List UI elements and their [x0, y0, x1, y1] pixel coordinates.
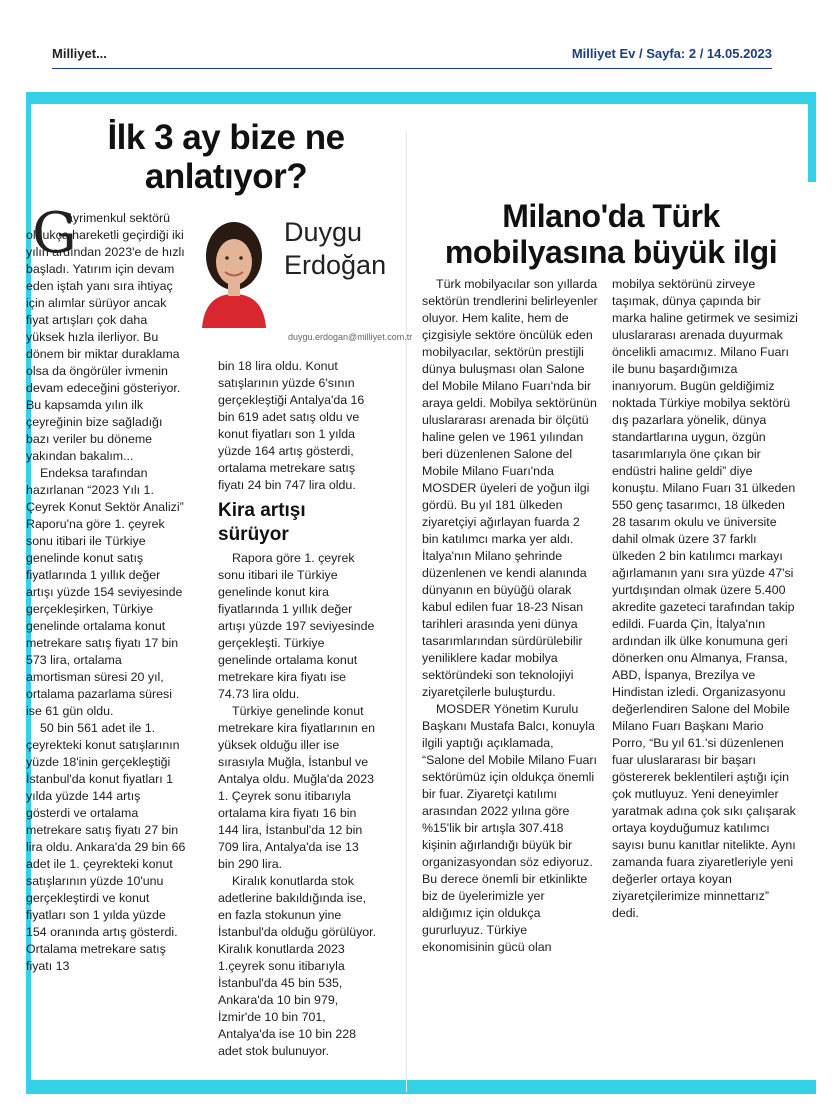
drop-cap: G [32, 201, 77, 266]
article2-paragraph-1: Türk mobilyacılar son yıllarda sektörün trendlerini belirleyenler oluyor. Hem kalite, hem de çizgisiyle sektöre öncülük eden mobilyacılar, sektörün prestijli dünya buluşması olan Salone del Mobile Milano Fuarı'nda bir araya geldi. Mobilya sektörünün uluslararası arenada bir ölçütü haline gelen ve 1961 yılından beri düzenlenen Salone del Mobile Milano Fuarı'nda MOSDER üyeleri de yoğun ilgi gördü. Bu yıl 181 ülkeden ziyaretçiyi ağırlayan fuarda 2 bin katılımcı marka yer aldı. İtalya'nın Milano şehrinde düzenlenen ve kendi alanında dünyanın en büyüğü olarak kabul edilen fuar 18-23 Nisan tarihleri arasında yeni dünya tasarımlarından sürdürülebilir yeniliklere kadar mobilya sektöründeki son teknolojiyi ziyaretçilerle buluşturdu. [422, 277, 598, 699]
article1-paragraph-4: bin 18 lira oldu. Konut satışlarının yüzde 6'sının gerçekleştiği Antalya'da 16 bin 619 adet satış oldu ve konut fiyatları son 1 yılda yüzde 164 artış gösterdi, ortalama metrekare satış fiyatı 24 bin 747 lira oldu. [218, 359, 365, 492]
clipping [26, 92, 816, 1094]
article1-column-2 [218, 358, 378, 1060]
column-divider [406, 132, 407, 1092]
frame-right [808, 92, 816, 182]
article1-headline: İlk 3 ay bize ne anlatıyor? [107, 118, 345, 196]
article2-column-1 [422, 276, 598, 956]
article1-paragraph-2: Endeksa tarafından hazırlanan “2023 Yılı 1. Çeyrek Konut Sektör Analizi” Raporu'na göre 1. çeyrek sonu itibari ile Türkiye genelinde konut satış fiyatlarında 1 yıllık değer artışı yüzde 154 seviyesinde gerçekleşirken, Türkiye genelinde ortalama konut metrekare satış fiyatı 17 bin 573 lira, ortalama amortisman süresi 20 yıl, ortalama pazarlama süresi ise 61 gün oldu. [26, 466, 184, 718]
article1-subhead: Kira artışı sürüyor [218, 500, 306, 545]
article2-paragraph-2: MOSDER Yönetim Kurulu Başkanı Mustafa Balcı, konuyla ilgili yaptığı açıklamada, “Salone del Mobile Milano Fuarı sektörümüz için oldukça önemli bir fuar. Ziyaretçi katılımı arasından 2022 yılına göre %15'lik bir artışla 307.418 kişinin ağırlandığı büyük bir organizasyondan söz ediyoruz. Bu derece önemli bir etkinlikte biz de üyelerimizle yer aldığımız için oldukça gururluyuz. Türkiye ekonomisinin gücü olan [422, 702, 597, 954]
article1-paragraph-5: Rapora göre 1. çeyrek sonu itibari ile Türkiye genelinde konut kira fiyatlarında 1 yıllık değer artışı yüzde 197 seviyesinde gerçekleşti. Türkiye genelinde ortalama konut metrekare kira fiyatı ise 74.73 lira oldu. [218, 551, 375, 701]
article1-paragraph-6: Türkiye genelinde konut metrekare kira fiyatlarının en yüksek olduğu iller ise sırasıyla Muğla, İstanbul ve Antalya oldu. Muğla'da 2023 1. Çeyrek sonu itibarıyla ortalama kira fiyatı 16 bin 144 lira, İstanbul'da 12 bin 709 lira, Antalya'da ise 13 bin 290 lira. [218, 704, 376, 871]
article1-paragraph-3: 50 bin 561 adet ile 1. çeyrekteki konut satışlarının yüzde 18'inin gerçekleştiği İstanbul'da konut fiyatları 1 yılda yüzde 144 artış gösterdi ve ortalama metrekare satış fiyatı 27 bin lira oldu. Ankara'da 29 bin 66 adet ile 1. çeyrekteki konut satışlarının yüzde 10'unu gerçekleştirdi ve konut fiyatları son 1 yılda yüzde 154 oranında artış gösterdi. Ortalama metrekare satış fiyatı 13 [26, 721, 186, 973]
header-rule [52, 68, 772, 69]
article1-paragraph-7: Kiralık konutlarda stok adetlerine bakıldığında ise, en fazla stokunun yine İstanbul'da olduğu görülüyor. Kiralık konutlarda 2023 1.çeyrek sonu itibarıyla İstanbul'da 45 bin 535, Ankara'da 10 bin 979, İzmir'de 10 bin 701, Antalya'da ise 10 bin 228 adet stok bulunuyor. [218, 874, 377, 1058]
author-name: Duygu Erdoğan [284, 217, 387, 280]
frame-bottom [26, 1080, 816, 1094]
article1-paragraph-1: ayrimenkul sektörü oldukça hareketli geçirdiği iki yılın ardından 2023'e de hızlı başladı. Yatırım için devam eden iştah yanı sıra ihtiyaç için alımlar sürüyor ancak fiyat artışları çok daha yüksek hızla ilerliyor. Bu dönem bir miktar duraklama olsa da öngörüler ivmenin devam edeceğini gösteriyor. Bu kapsamda yılın ilk çeyreğinin bize sağladığı bazı veriler bu döneme yakından bakalım... [26, 211, 185, 463]
source-label: Milliyet... [52, 46, 107, 61]
article2-headline: Milano'da Türk mobilyasına büyük ilgi [444, 198, 778, 270]
author-email: duygu.erdogan@milliyet.com.tr [288, 332, 413, 342]
article1-column-1 [26, 210, 186, 975]
publication-info: Milliyet Ev / Sayfa: 2 / 14.05.2023 [571, 46, 772, 61]
author-photo [188, 212, 280, 328]
article2-column-2 [612, 276, 798, 922]
frame-top [26, 92, 816, 104]
article2-paragraph-3: mobilya sektörünü zirveye taşımak, dünya çapında bir marka haline getirmek ve sesimizi uluslararası arenada duyurmak öncelikli amacımız. Milano Fuarı ile bunu başardığımıza inanıyorum. Bugün geldiğimiz noktada Türkiye mobilya sektörü dış pazarlara yönelik, dünya standartlarına uygun, özgün tasarımlarıyla öne çıkan bir endüstri haline geldi” diye konuştu. Milano Fuarı 31 ülkeden 550 genç tasarımcı, 18 ülkeden 28 tasarım okulu ve üniversite dahil olmak üzere 37 farklı ülkeden 2 bin katılımcı markayı ağırlamanın yanı sıra yüzde 47'si yurtdışından olmak üzere 5.400 akredite gazeteci tarafından takip edildi. Fuarda Çin, İtalya'nın ardından ilk ülke konumuna geri dönerken onu Almanya, Fransa, ABD, İspanya, Brezilya ve Hindistan izledi. Organizasyonu değerlendiren Salone del Mobile Milano Fuarı Başkanı Mario Porro, “Bu yıl 61.'si düzenlenen fuar uluslararası bir başarı göstererek beklentileri aştığı için çok mutluyuz. Yeni deneyimler yaratmak adına çok sıkı çalışarak ortaya koyduğumuz katılımcı sayısı bunu kanıtlar nitelikte. Aynı zamanda fuara ziyaretleriyle yeni değerler ortaya koyan ziyaretçilerimize minnettarız” dedi. [612, 277, 798, 920]
